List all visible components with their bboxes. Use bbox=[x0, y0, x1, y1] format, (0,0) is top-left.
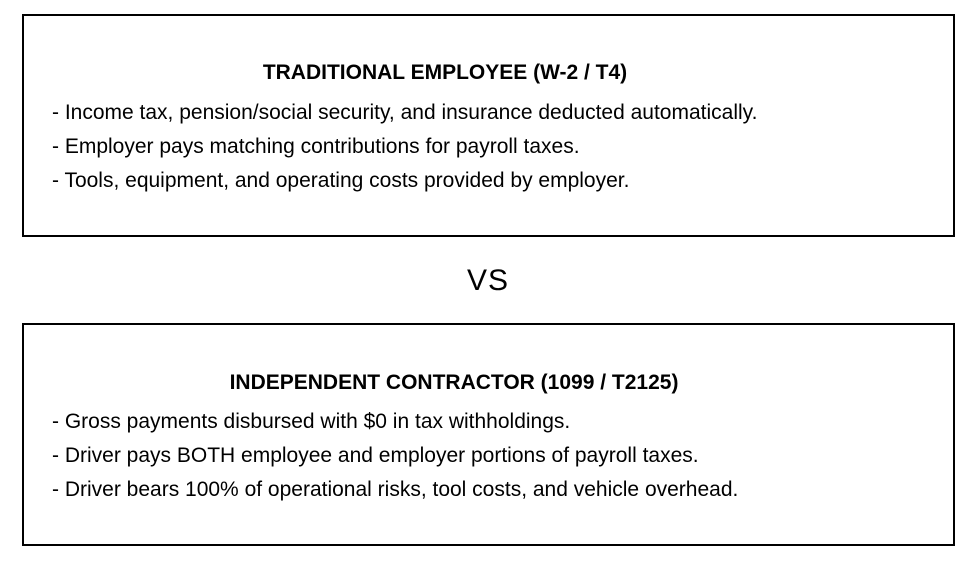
contractor-box bbox=[22, 323, 955, 546]
contractor-title: INDEPENDENT CONTRACTOR (1099 / T2125) bbox=[229, 371, 679, 394]
employee-item: - Income tax, pension/social security, and insurance deducted automatically. bbox=[52, 101, 758, 124]
contractor-item: - Driver pays BOTH employee and employer portions of payroll taxes. bbox=[52, 444, 699, 467]
contractor-list bbox=[52, 405, 738, 507]
employee-list bbox=[52, 96, 757, 198]
employee-title: TRADITIONAL EMPLOYEE (W-2 / T4) bbox=[262, 61, 628, 84]
employee-item: - Tools, equipment, and operating costs provided by employer. bbox=[52, 169, 630, 192]
contractor-item: - Driver bears 100% of operational risks, tool costs, and vehicle overhead. bbox=[52, 478, 739, 501]
vs-label: VS bbox=[466, 264, 510, 297]
contractor-item: - Gross payments disbursed with $0 in tax withholdings. bbox=[52, 410, 571, 433]
employee-item: - Employer pays matching contributions for payroll taxes. bbox=[52, 135, 580, 158]
employee-box bbox=[22, 14, 955, 237]
